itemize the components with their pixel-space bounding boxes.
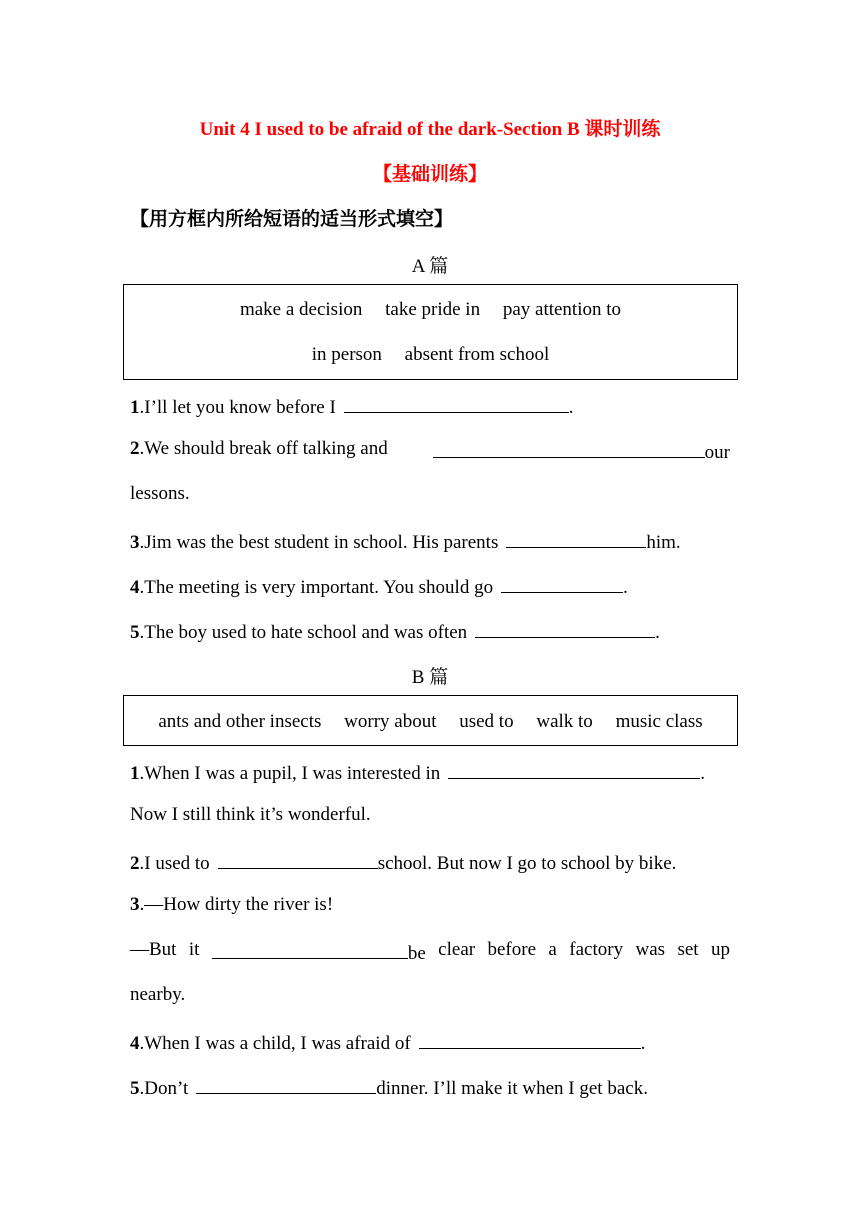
question-b1-cont: Now I still think it’s wonderful. [130, 804, 371, 825]
question-b3-cont: nearby. [130, 984, 186, 1005]
section-b-heading: B 篇 [411, 667, 449, 688]
instruction: 【用方框内所给短语的适当形式填空】 [130, 208, 454, 230]
reply-word: it [188, 939, 200, 960]
phrase: absent from school [404, 344, 550, 365]
answer-blank[interactable] [506, 528, 646, 548]
question-a1: 1.I’ll let you know before I . [130, 393, 574, 419]
answer-blank[interactable] [344, 393, 569, 413]
reply-word: factory [569, 939, 624, 960]
reply-word: —But [130, 939, 177, 960]
question-b2: 2.I used to school. But now I go to school by bike. [130, 849, 676, 875]
section-subtitle: 【基础训练】 [372, 163, 487, 185]
phrase: worry about [344, 711, 437, 732]
question-a3: 3.Jim was the best student in school. His parents him. [130, 528, 681, 554]
question-b3-reply: —But it be clear before a factory was set up [130, 939, 730, 964]
phrase: make a decision [239, 299, 363, 320]
phrase: walk to [536, 711, 593, 732]
phrase-box-a [123, 284, 738, 380]
question-b4: 4.When I was a child, I was afraid of . [130, 1029, 645, 1055]
phrase-row [124, 299, 737, 321]
answer-blank[interactable] [419, 1029, 641, 1049]
answer-blank[interactable] [448, 759, 700, 779]
question-a5: 5.The boy used to hate school and was often . [130, 618, 660, 644]
phrase: in person [311, 344, 382, 365]
answer-blank[interactable] [218, 849, 378, 869]
reply-word: clear [438, 939, 476, 960]
reply-word: set [677, 939, 699, 960]
question-b1: 1.When I was a pupil, I was interested in . [130, 759, 705, 785]
phrase-row [124, 344, 737, 366]
answer-blank[interactable] [501, 573, 623, 593]
phrase: used to [459, 711, 514, 732]
section-a-heading: A 篇 [411, 256, 449, 277]
phrase: pay attention to [502, 299, 622, 320]
phrase-box-b [123, 695, 738, 746]
question-a4: 4.The meeting is very important. You should go . [130, 573, 628, 599]
page-title: Unit 4 I used to be afraid of the dark-Section B 课时训练 [199, 119, 661, 140]
answer-blank[interactable] [196, 1074, 376, 1094]
question-a2: 2.We should break off talking and our [130, 438, 730, 463]
phrase: take pride in [385, 299, 481, 320]
question-b5: 5.Don’t dinner. I’ll make it when I get back. [130, 1074, 648, 1100]
phrase-row [124, 711, 737, 733]
answer-blank[interactable] [475, 618, 655, 638]
reply-word: was [635, 939, 666, 960]
phrase: music class [615, 711, 703, 732]
reply-word: a [548, 939, 557, 960]
question-b3: 3.—How dirty the river is! [130, 894, 334, 915]
reply-word: before [487, 939, 537, 960]
phrase: ants and other insects [158, 711, 322, 732]
question-a2-cont: lessons. [130, 483, 190, 504]
answer-blank[interactable] [433, 438, 705, 458]
reply-word: up [710, 939, 730, 960]
answer-blank[interactable] [212, 939, 408, 959]
